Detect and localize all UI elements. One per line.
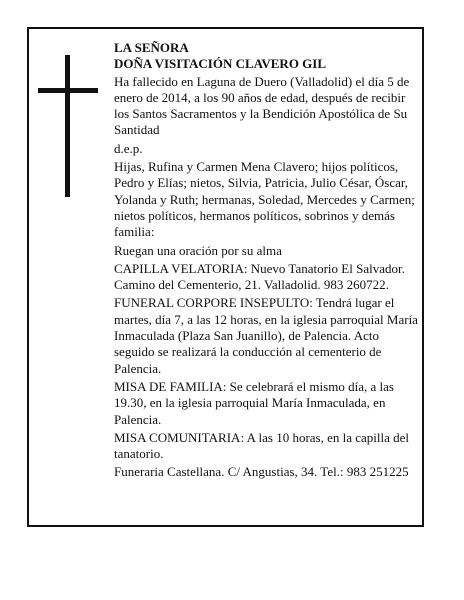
cross-vertical-bar: [65, 55, 70, 197]
paragraph-family: Hijas, Rufina y Carmen Mena Clavero; hijos políticos, Pedro y Elías; nietos, Silvia, Patricia, Julio César, Óscar, Yolanda y Ruth; hermanas, Soledad, Mercedes y Carmen; nietos políticos, hermanos políticos, sobrinos y demás familia:: [114, 159, 415, 240]
notice-title: LA SEÑORA: [114, 40, 189, 55]
obituary-text: [114, 40, 422, 483]
cross-icon: [38, 55, 98, 197]
paragraph-funeral: FUNERAL CORPORE INSEPULTO: Tendrá lugar el martes, día 7, a las 12 horas, en la iglesia parroquial María Inmaculada (Plaza San Juanillo), de Palencia. Acto seguido se realizará la conducción al cementerio de Palencia.: [114, 295, 418, 376]
paragraph-community-mass: MISA COMUNITARIA: A las 10 horas, en la capilla del tanatorio.: [114, 429, 410, 462]
paragraph-dep: d.e.p.: [114, 140, 143, 156]
deceased-name: DOÑA VISITACIÓN CLAVERO GIL: [114, 56, 327, 72]
cross-horizontal-bar: [38, 88, 98, 93]
paragraph-family-mass: MISA DE FAMILIA: Se celebrará el mismo día, a las 19.30, en la iglesia parroquial María Inmaculada, en Palencia.: [114, 378, 394, 427]
paragraph-death-announcement: Ha fallecido en Laguna de Duero (Valladolid) el día 5 de enero de 2014, a los 90 años de edad, después de recibir los Santos Sacramentos y la Bendición Apostólica de Su Santidad: [114, 73, 410, 138]
paragraph-funeral-home: Funeraria Castellana. C/ Angustias, 34. Tel.: 983 251225: [114, 464, 409, 480]
paragraph-chapel: CAPILLA VELATORIA: Nuevo Tanatorio El Salvador. Camino del Cementerio, 21. Valladolid. 983 260722.: [114, 260, 405, 293]
paragraph-prayer: Ruegan una oración por su alma: [114, 242, 282, 258]
